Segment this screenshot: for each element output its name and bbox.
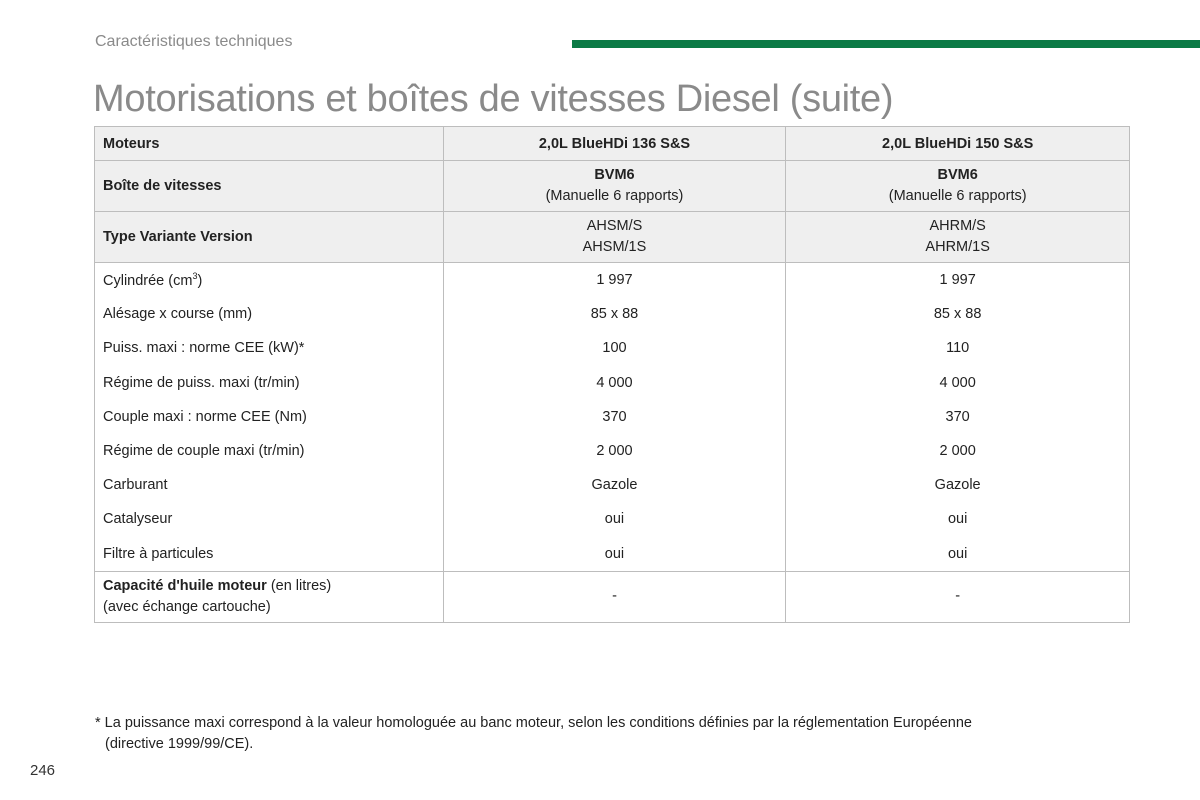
- row-label-sup: 3: [192, 271, 198, 282]
- row-value-engine-1: oui: [443, 502, 786, 536]
- row-label: Alésage x course (mm): [95, 297, 444, 331]
- section-label: Caractéristiques techniques: [95, 33, 293, 50]
- table-row: [95, 468, 1130, 502]
- table-row: [95, 297, 1130, 331]
- variant-engine-1: [443, 212, 786, 263]
- footnote: [95, 713, 1085, 755]
- row-label: [95, 263, 444, 298]
- table-row: [95, 502, 1130, 536]
- table-row: [95, 537, 1130, 572]
- footnote-line-2: (directive 1999/99/CE).: [105, 736, 254, 752]
- row-label: Catalyseur: [95, 502, 444, 536]
- variant-code: AHRM/S: [929, 218, 986, 234]
- row-value-engine-2: 1 997: [786, 263, 1130, 298]
- oil-capacity-label-bold: Capacité d'huile moteur: [103, 577, 267, 594]
- row-label: Carburant: [95, 468, 444, 502]
- accent-bar: [572, 40, 1200, 48]
- header-engine-1: 2,0L BlueHDi 136 S&S: [443, 127, 786, 161]
- row-value-engine-1: 370: [443, 400, 786, 434]
- row-value-engine-1: 100: [443, 331, 786, 365]
- row-label: Filtre à particules: [95, 537, 444, 572]
- footnote-line-1: * La puissance maxi correspond à la valeur homologuée au banc moteur, selon les conditions définies par la réglementation Européenne: [95, 715, 972, 731]
- row-label-end: ): [197, 273, 203, 289]
- spec-table: [94, 126, 1130, 623]
- header-engine-2: 2,0L BlueHDi 150 S&S: [786, 127, 1130, 161]
- row-label-text: Cylindrée (cm: [103, 273, 193, 289]
- oil-capacity-row: [95, 571, 1130, 622]
- row-value-engine-2: 110: [786, 331, 1130, 365]
- page-title: Motorisations et boîtes de vitesses Diesel (suite): [93, 78, 894, 120]
- row-value-engine-1: Gazole: [443, 468, 786, 502]
- row-label: Puiss. maxi : norme CEE (kW)*: [95, 331, 444, 365]
- variant-code: AHSM/1S: [582, 239, 647, 255]
- page-number: 246: [30, 762, 56, 779]
- gearbox-code: BVM6: [937, 167, 978, 183]
- row-label: Régime de puiss. maxi (tr/min): [95, 366, 444, 400]
- variant-row: [95, 212, 1130, 263]
- variant-engine-2: [786, 212, 1130, 263]
- row-value-engine-1: oui: [443, 537, 786, 572]
- row-value-engine-1: 85 x 88: [443, 297, 786, 331]
- row-value-engine-2: 2 000: [786, 434, 1130, 468]
- gearbox-row: [95, 161, 1130, 212]
- oil-capacity-label-unit: (en litres): [266, 577, 332, 594]
- table-row: [95, 400, 1130, 434]
- row-label: Couple maxi : norme CEE (Nm): [95, 400, 444, 434]
- gearbox-label: Boîte de vitesses: [95, 161, 444, 212]
- row-value-engine-1: 4 000: [443, 366, 786, 400]
- row-value-engine-2: 370: [786, 400, 1130, 434]
- gearbox-engine-2: [786, 161, 1130, 212]
- row-value-engine-1: 2 000: [443, 434, 786, 468]
- gearbox-description: (Manuelle 6 rapports): [888, 188, 1027, 204]
- variant-label: Type Variante Version: [95, 212, 444, 263]
- row-value-engine-2: 85 x 88: [786, 297, 1130, 331]
- gearbox-engine-1: [443, 161, 786, 212]
- variant-code: AHSM/S: [586, 218, 643, 234]
- row-value-engine-2: oui: [786, 502, 1130, 536]
- oil-capacity-engine-2: -: [786, 571, 1130, 622]
- oil-capacity-label-note: (avec échange cartouche): [103, 598, 271, 615]
- table-row: [95, 434, 1130, 468]
- oil-capacity-label: [95, 571, 444, 622]
- row-value-engine-1: 1 997: [443, 263, 786, 298]
- gearbox-code: BVM6: [594, 167, 635, 183]
- row-value-engine-2: Gazole: [786, 468, 1130, 502]
- row-value-engine-2: 4 000: [786, 366, 1130, 400]
- table-row: [95, 263, 1130, 298]
- row-label: Régime de couple maxi (tr/min): [95, 434, 444, 468]
- gearbox-description: (Manuelle 6 rapports): [545, 188, 684, 204]
- table-header-row: [95, 127, 1130, 161]
- oil-capacity-engine-1: -: [443, 571, 786, 622]
- table-row: [95, 331, 1130, 365]
- header-label: Moteurs: [95, 127, 444, 161]
- variant-code: AHRM/1S: [925, 239, 990, 255]
- row-value-engine-2: oui: [786, 537, 1130, 572]
- table-row: [95, 366, 1130, 400]
